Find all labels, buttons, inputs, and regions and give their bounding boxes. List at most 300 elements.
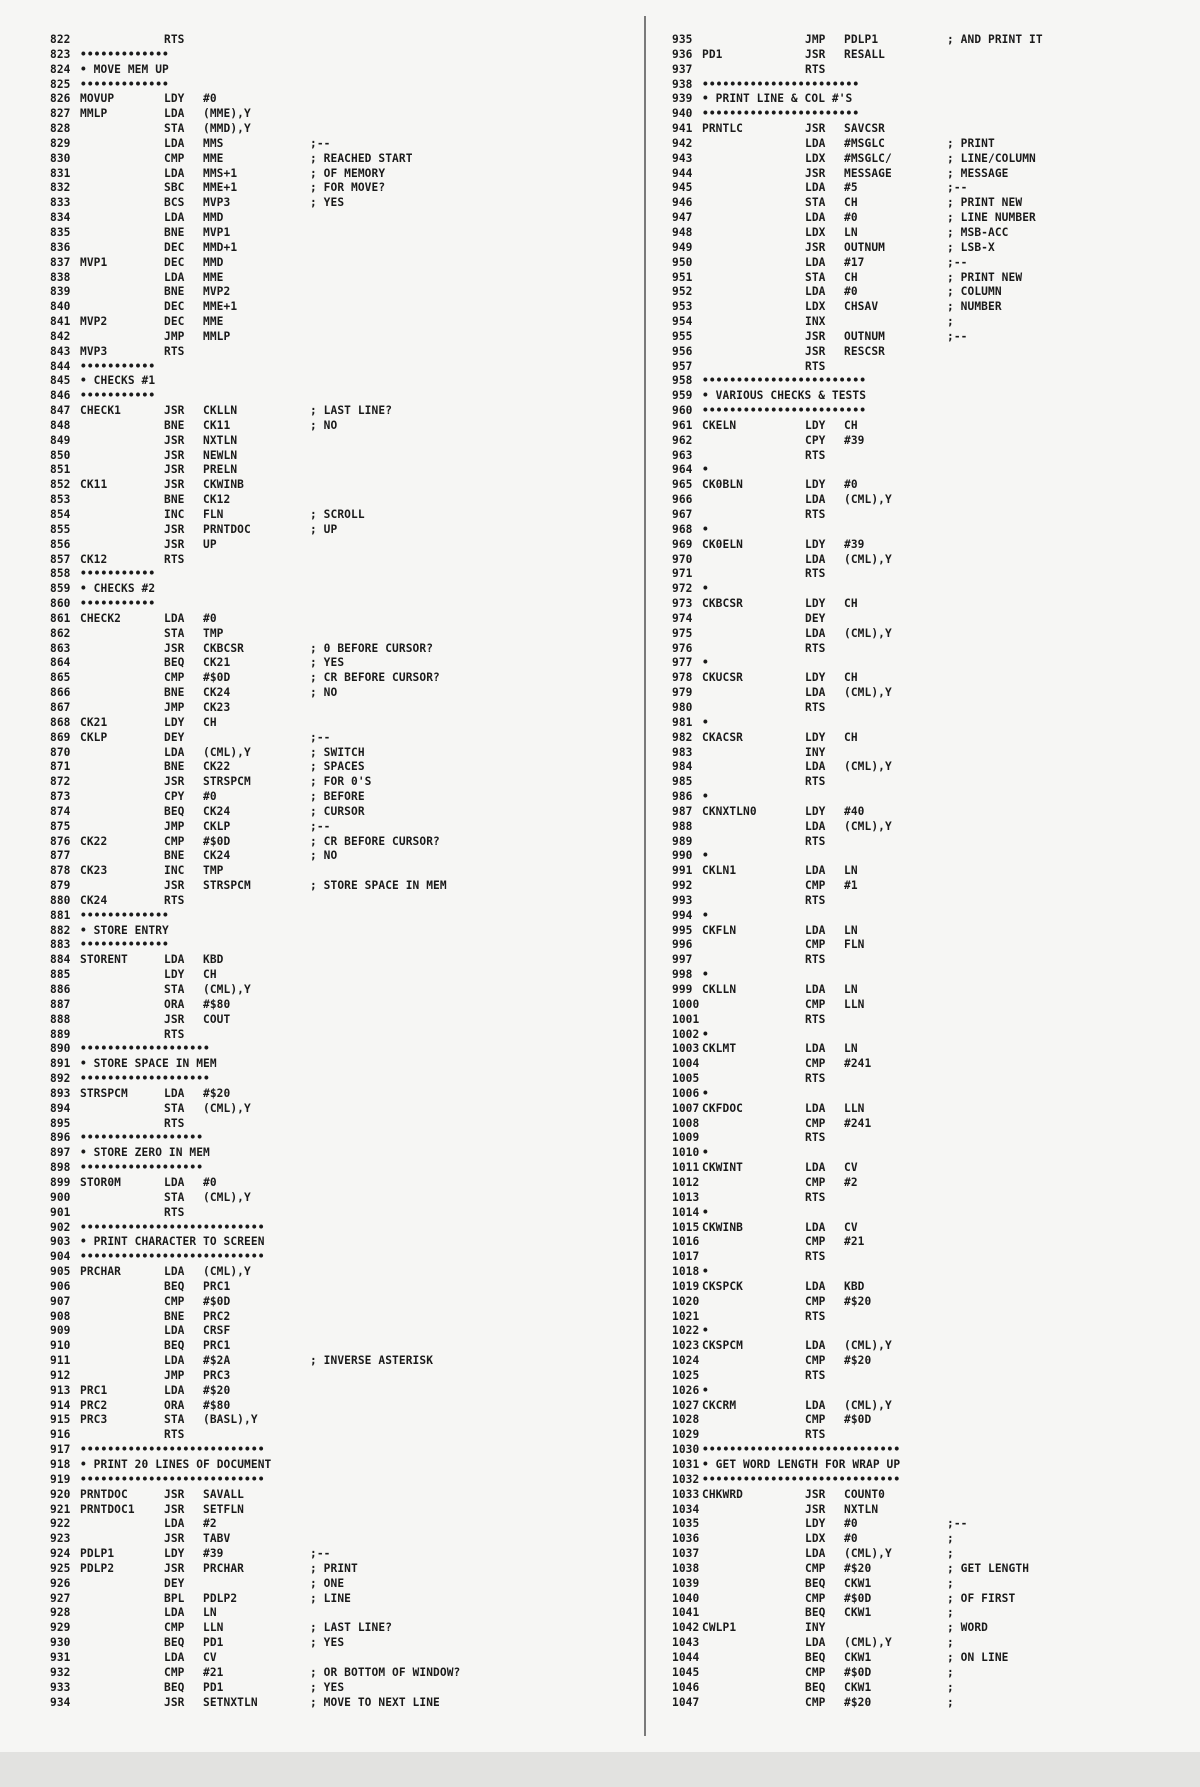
comment: ;-- [947, 1517, 968, 1531]
label: • [702, 522, 709, 536]
line-number: 992 [672, 879, 693, 893]
code-line [50, 671, 640, 686]
opcode: LDA [164, 1086, 185, 1100]
opcode: LDA [164, 1324, 185, 1338]
code-line [672, 508, 1152, 523]
code-line [672, 1696, 1152, 1711]
opcode: INC [164, 508, 185, 521]
code-line [672, 92, 1152, 107]
label: • GET WORD LENGTH FOR WRAP UP [702, 1458, 901, 1471]
code-line [672, 968, 1152, 983]
operand: #$20 [844, 1561, 872, 1575]
comment: ; STORE SPACE IN MEM [310, 879, 447, 893]
comment: ; PRINT NEW [947, 196, 1023, 210]
operand: #0 [844, 478, 858, 492]
line-number: 873 [50, 790, 71, 804]
comment: ; [947, 1576, 954, 1590]
operand: #39 [203, 1547, 224, 1561]
label: CKLN1 [702, 864, 737, 878]
operand: RESCSR [844, 344, 886, 358]
code-line [50, 63, 640, 78]
code-line [672, 1503, 1152, 1518]
opcode: JSR [164, 463, 185, 477]
code-line [50, 1161, 640, 1176]
code-line [50, 1399, 640, 1414]
code-line [50, 968, 640, 983]
code-line [672, 1072, 1152, 1087]
operand: CV [203, 1650, 217, 1664]
operand: (CML),Y [203, 1190, 251, 1204]
operand: #0 [844, 1532, 858, 1546]
line-number: 938 [672, 77, 693, 91]
code-line [50, 686, 640, 701]
label: • VARIOUS CHECKS & TESTS [702, 389, 867, 403]
opcode: LDA [164, 211, 185, 225]
opcode: BNE [164, 285, 185, 299]
comment: ; [947, 1680, 954, 1694]
line-number: 937 [672, 62, 693, 76]
line-number: 1038 [672, 1561, 700, 1575]
label: ••••••••••• [80, 359, 156, 373]
comment: ; FOR 0'S [310, 775, 372, 789]
comment: ; YES [310, 196, 345, 210]
opcode: JSR [164, 478, 185, 492]
operand: CH [844, 418, 858, 432]
line-number: 1034 [672, 1502, 700, 1516]
opcode: DEC [164, 300, 185, 314]
opcode: CMP [805, 997, 826, 1011]
code-line [50, 760, 640, 775]
line-number: 885 [50, 968, 71, 982]
code-line [50, 553, 640, 568]
opcode: CMP [805, 1175, 826, 1189]
line-number: 961 [672, 418, 693, 432]
line-number: 894 [50, 1101, 71, 1115]
operand: #1 [844, 879, 858, 893]
operand: OUTNUM [844, 240, 886, 254]
line-number: 834 [50, 211, 71, 225]
line-number: 969 [672, 537, 693, 551]
code-line [672, 924, 1152, 939]
code-line [50, 137, 640, 152]
line-number: 989 [672, 834, 693, 848]
code-line [50, 1666, 640, 1681]
comment: ; AND PRINT IT [947, 33, 1043, 46]
line-number: 917 [50, 1443, 71, 1457]
line-number: 923 [50, 1532, 71, 1546]
operand: MVP2 [203, 285, 231, 299]
label: CK0ELN [702, 537, 744, 551]
code-line [50, 478, 640, 493]
operand: MMD [203, 211, 224, 225]
operand: MMLP [203, 329, 231, 343]
operand: RESALL [844, 47, 886, 61]
line-number: 858 [50, 567, 71, 581]
opcode: JMP [805, 33, 826, 46]
opcode: LDA [164, 1517, 185, 1531]
code-line [672, 1310, 1152, 1325]
opcode: LDA [164, 1383, 185, 1397]
code-line [672, 716, 1152, 731]
operand: CK21 [203, 656, 231, 670]
line-number: 895 [50, 1116, 71, 1130]
operand: PRELN [203, 463, 238, 477]
code-line [50, 983, 640, 998]
comment: ; ONE [310, 1576, 345, 1590]
operand: MME [203, 151, 224, 165]
opcode: CPY [164, 790, 185, 804]
code-line [50, 345, 640, 360]
opcode: RTS [805, 1250, 826, 1264]
code-line [50, 746, 640, 761]
opcode: JSR [164, 448, 185, 462]
code-line [50, 389, 640, 404]
operand: TMP [203, 626, 224, 640]
code-line [672, 953, 1152, 968]
code-line [672, 597, 1152, 612]
code-line [672, 582, 1152, 597]
operand: LLN [844, 997, 865, 1011]
line-number: 995 [672, 923, 693, 937]
operand: (CML),Y [844, 819, 892, 833]
opcode: LDY [164, 92, 185, 106]
opcode: LDA [164, 1606, 185, 1620]
label: CK11 [80, 478, 108, 492]
opcode: LDA [805, 819, 826, 833]
line-number: 920 [50, 1487, 71, 1501]
line-number: 926 [50, 1576, 71, 1590]
opcode: RTS [164, 33, 185, 46]
comment: ; SPACES [310, 760, 365, 774]
comment: ;-- [947, 181, 968, 195]
line-number: 954 [672, 315, 693, 329]
line-number: 886 [50, 983, 71, 996]
label: MVP1 [80, 255, 108, 269]
line-number: 1018 [672, 1265, 700, 1279]
label: ••••••••••••••••••••••••••• [80, 1472, 265, 1486]
code-line [50, 1592, 640, 1607]
operand: CH [844, 730, 858, 744]
code-line [672, 167, 1152, 182]
operand: CK24 [203, 686, 231, 700]
line-number: 928 [50, 1606, 71, 1620]
opcode: BEQ [805, 1650, 826, 1664]
line-number: 942 [672, 136, 693, 150]
code-line [672, 864, 1152, 879]
line-number: 1001 [672, 1012, 700, 1026]
line-number: 1012 [672, 1175, 700, 1189]
operand: (BASL),Y [203, 1413, 258, 1427]
line-number: 962 [672, 433, 693, 447]
code-line [672, 1577, 1152, 1592]
opcode: LDA [164, 1650, 185, 1664]
line-number: 847 [50, 404, 71, 418]
opcode: LDY [805, 537, 826, 551]
label: CKCRM [702, 1398, 737, 1412]
comment: ; [947, 1532, 954, 1546]
label: CKSPCK [702, 1279, 744, 1293]
operand: (CML),Y [203, 1101, 251, 1115]
line-number: 980 [672, 700, 693, 714]
label: • CHECKS #1 [80, 374, 156, 388]
opcode: JMP [164, 329, 185, 343]
operand: PRCHAR [203, 1561, 245, 1575]
code-line [50, 627, 640, 642]
line-number: 1008 [672, 1116, 700, 1130]
operand: (CML),Y [844, 1636, 892, 1650]
operand: MESSAGE [844, 166, 892, 180]
line-number: 872 [50, 775, 71, 789]
line-number: 860 [50, 597, 71, 611]
code-line [672, 849, 1152, 864]
label: • [702, 1324, 709, 1338]
operand: PD1 [203, 1636, 224, 1650]
code-line [672, 449, 1152, 464]
opcode: RTS [805, 62, 826, 76]
comment: ; SCROLL [310, 508, 365, 521]
operand: PD1 [203, 1680, 224, 1694]
opcode: LDA [805, 1220, 826, 1234]
operand: PRC1 [203, 1279, 231, 1293]
opcode: CPY [805, 433, 826, 447]
code-line [50, 1013, 640, 1028]
code-line [672, 1606, 1152, 1621]
line-number: 1045 [672, 1665, 700, 1679]
line-number: 976 [672, 641, 693, 655]
label: PDLP2 [80, 1561, 115, 1575]
opcode: CMP [805, 1561, 826, 1575]
opcode: JMP [164, 1368, 185, 1382]
line-number: 883 [50, 938, 71, 952]
line-number: 871 [50, 760, 71, 774]
operand: #39 [844, 433, 865, 447]
line-number: 864 [50, 656, 71, 670]
line-number: 1046 [672, 1680, 700, 1694]
code-line [50, 152, 640, 167]
operand: (CML),Y [844, 552, 892, 566]
code-line [672, 938, 1152, 953]
line-number: 869 [50, 730, 71, 744]
opcode: JSR [164, 1695, 185, 1709]
operand: CH [203, 968, 217, 982]
operand: CK22 [203, 760, 231, 774]
comment: ; OF MEMORY [310, 166, 386, 180]
line-number: 1007 [672, 1101, 700, 1115]
operand: (CML),Y [844, 1547, 892, 1561]
label: ••••••••••••••••••••••••••••• [702, 1443, 901, 1457]
line-number: 1002 [672, 1027, 700, 1041]
code-line [50, 1369, 640, 1384]
opcode: LDA [164, 136, 185, 150]
code-line [672, 1235, 1152, 1250]
line-number: 870 [50, 745, 71, 759]
line-number: 1031 [672, 1458, 700, 1471]
operand: COUNT0 [844, 1487, 886, 1501]
opcode: LDA [805, 255, 826, 269]
operand: CH [844, 270, 858, 284]
line-number: 839 [50, 285, 71, 299]
code-line [50, 864, 640, 879]
line-number: 903 [50, 1235, 71, 1249]
code-line [50, 879, 640, 894]
comment: ; ON LINE [947, 1650, 1009, 1664]
label: • [702, 1265, 709, 1279]
operand: #0 [203, 1175, 217, 1189]
code-line [672, 805, 1152, 820]
label: CKSPCM [702, 1339, 744, 1353]
line-number: 1025 [672, 1368, 700, 1382]
comment: ; [947, 1547, 954, 1561]
line-number: 898 [50, 1161, 71, 1175]
line-number: 854 [50, 508, 71, 521]
line-number: 1009 [672, 1131, 700, 1145]
line-number: 900 [50, 1190, 71, 1204]
comment: ;-- [947, 255, 968, 269]
code-line [50, 701, 640, 716]
code-line [50, 1517, 640, 1532]
code-line [672, 701, 1152, 716]
comment: ; CURSOR [310, 804, 365, 818]
line-number: 939 [672, 92, 693, 106]
opcode: STA [164, 1413, 185, 1427]
code-line [50, 1577, 640, 1592]
opcode: JSR [164, 1487, 185, 1501]
operand: STRSPCM [203, 879, 251, 893]
line-number: 981 [672, 715, 693, 729]
operand: #0 [844, 1517, 858, 1531]
label: PRC3 [80, 1413, 108, 1427]
code-line [672, 63, 1152, 78]
label: CKUCSR [702, 671, 744, 685]
opcode: BEQ [164, 1636, 185, 1650]
code-line [672, 196, 1152, 211]
label: CHKWRD [702, 1487, 744, 1501]
opcode: CMP [164, 671, 185, 685]
code-line [672, 1517, 1152, 1532]
line-number: 877 [50, 849, 71, 863]
operand: PRC3 [203, 1368, 231, 1382]
label: • STORE ENTRY [80, 923, 169, 937]
operand: LN [844, 1042, 858, 1056]
label: CWLP1 [702, 1621, 737, 1635]
operand: #$0D [844, 1591, 872, 1605]
opcode: LDA [805, 211, 826, 225]
code-line [50, 374, 640, 389]
opcode: STA [164, 626, 185, 640]
opcode: LDY [805, 418, 826, 432]
operand: MMS+1 [203, 166, 238, 180]
opcode: RTS [164, 1205, 185, 1219]
code-line [50, 909, 640, 924]
code-line [672, 78, 1152, 93]
operand: #0 [844, 285, 858, 299]
code-line [672, 1131, 1152, 1146]
code-line [672, 404, 1152, 419]
code-line [672, 731, 1152, 746]
operand: #$0D [844, 1665, 872, 1679]
line-number: 855 [50, 522, 71, 536]
operand: (MMD),Y [203, 122, 251, 136]
line-number: 844 [50, 359, 71, 373]
line-number: 959 [672, 389, 693, 403]
code-line [50, 33, 640, 48]
label: CHECK1 [80, 404, 122, 418]
code-line [672, 360, 1152, 375]
opcode: LDA [164, 1265, 185, 1279]
line-number: 965 [672, 478, 693, 492]
line-number: 952 [672, 285, 693, 299]
opcode: RTS [805, 775, 826, 789]
line-number: 880 [50, 893, 71, 907]
operand: (CML),Y [844, 1339, 892, 1353]
operand: CH [844, 196, 858, 210]
line-number: 968 [672, 522, 693, 536]
operand: #21 [844, 1235, 865, 1249]
code-line [50, 642, 640, 657]
line-number: 835 [50, 225, 71, 239]
operand: SETFLN [203, 1502, 245, 1516]
label: CKFDOC [702, 1101, 744, 1115]
opcode: LDA [805, 626, 826, 640]
line-number: 955 [672, 329, 693, 343]
line-number: 866 [50, 686, 71, 700]
comment: ; LINE [310, 1591, 352, 1605]
opcode: RTS [805, 1309, 826, 1323]
code-line [672, 434, 1152, 449]
line-number: 960 [672, 404, 693, 418]
label: • [702, 1027, 709, 1041]
line-number: 931 [50, 1650, 71, 1664]
code-line [50, 597, 640, 612]
code-line [672, 1176, 1152, 1191]
opcode: JSR [164, 641, 185, 655]
code-line [50, 1651, 640, 1666]
line-number: 964 [672, 463, 693, 477]
operand: (CML),Y [844, 626, 892, 640]
code-line [672, 1250, 1152, 1265]
opcode: RTS [805, 1190, 826, 1204]
opcode: LDA [164, 166, 185, 180]
opcode: JSR [805, 47, 826, 61]
line-number: 848 [50, 418, 71, 432]
opcode: LDA [164, 107, 185, 121]
label: • [702, 849, 709, 863]
line-number: 829 [50, 136, 71, 150]
code-line [672, 122, 1152, 137]
label: MMLP [80, 107, 108, 121]
line-number: 908 [50, 1309, 71, 1323]
opcode: CMP [805, 1665, 826, 1679]
label: CK12 [80, 552, 108, 566]
line-number: 1006 [672, 1086, 700, 1100]
line-number: 850 [50, 448, 71, 462]
opcode: LDA [805, 136, 826, 150]
line-number: 999 [672, 983, 693, 996]
label: PDLP1 [80, 1547, 115, 1561]
opcode: LDA [805, 493, 826, 507]
code-line [50, 1324, 640, 1339]
column-divider [644, 16, 646, 1736]
line-number: 904 [50, 1250, 71, 1264]
code-line [672, 345, 1152, 360]
opcode: RTS [805, 953, 826, 967]
line-number: 827 [50, 107, 71, 121]
opcode: CMP [164, 834, 185, 848]
code-line [672, 1191, 1152, 1206]
opcode: JSR [164, 775, 185, 789]
opcode: RTS [805, 1072, 826, 1086]
code-line [50, 1028, 640, 1043]
